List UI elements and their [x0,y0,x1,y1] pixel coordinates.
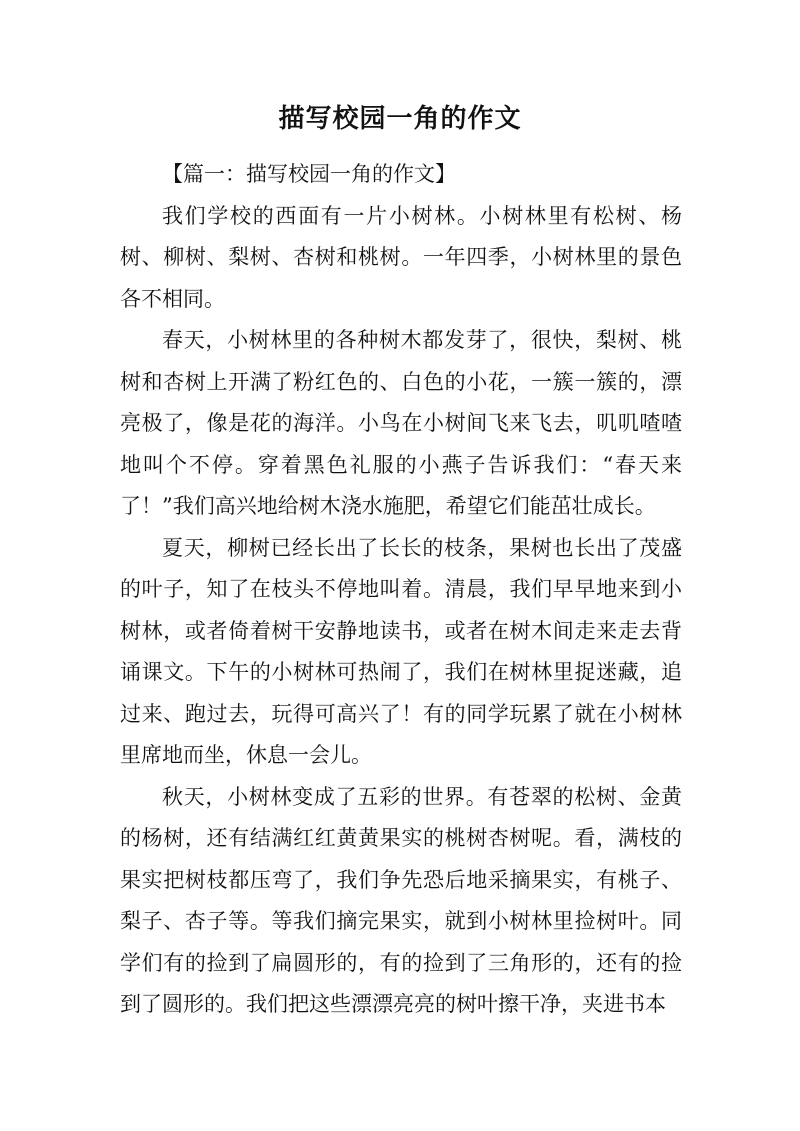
paragraph-summer: 夏天，柳树已经长出了长长的枝条，果树也长出了茂盛的叶子，知了在枝头不停地叫着。清晨，我们早早地来到小树林，或者倚着树干安静地读书，或者在树木间走来走去背诵课文。下午的小树林可热闹了，我们在树林里捉迷藏，追过来、跑过去，玩得可高兴了！有的同学玩累了就在小树林里席地而坐，休息一会儿。 [120,535,682,767]
document-title: 描写校园一角的作文 [278,104,522,134]
paragraph-autumn: 秋天，小树林变成了五彩的世界。有苍翠的松树、金黄的杨树，还有结满红红黄黄果实的桃树杏树呢。看，满枝的果实把树枝都压弯了，我们争先恐后地采摘果实，有桃子、梨子、杏子等。等我们摘完果实，就到小树林里捡树叶。同学们有的捡到了扁圆形的，有的捡到了三角形的，还有的捡到了圆形的。我们把这些漂漂亮亮的树叶擦干净，夹进书本 [120,784,682,1016]
section-heading: 【篇一：描写校园一角的作文】 [162,162,456,186]
paragraph-intro: 我们学校的西面有一片小树林。小树林里有松树、杨树、柳树、梨树、杏树和桃树。一年四季，小树林里的景色各不相同。 [120,203,682,311]
document-body [120,154,682,1026]
paragraph-spring: 春天，小树林里的各种树木都发芽了，很快，梨树、桃树和杏树上开满了粉红色的、白色的小花，一簇一簇的，漂亮极了，像是花的海洋。小鸟在小树间飞来飞去，叽叽喳喳地叫个不停。穿着黑色礼服的小燕子告诉我们：“春天来了！”我们高兴地给树木浇水施肥，希望它们能茁壮成长。 [120,328,682,518]
